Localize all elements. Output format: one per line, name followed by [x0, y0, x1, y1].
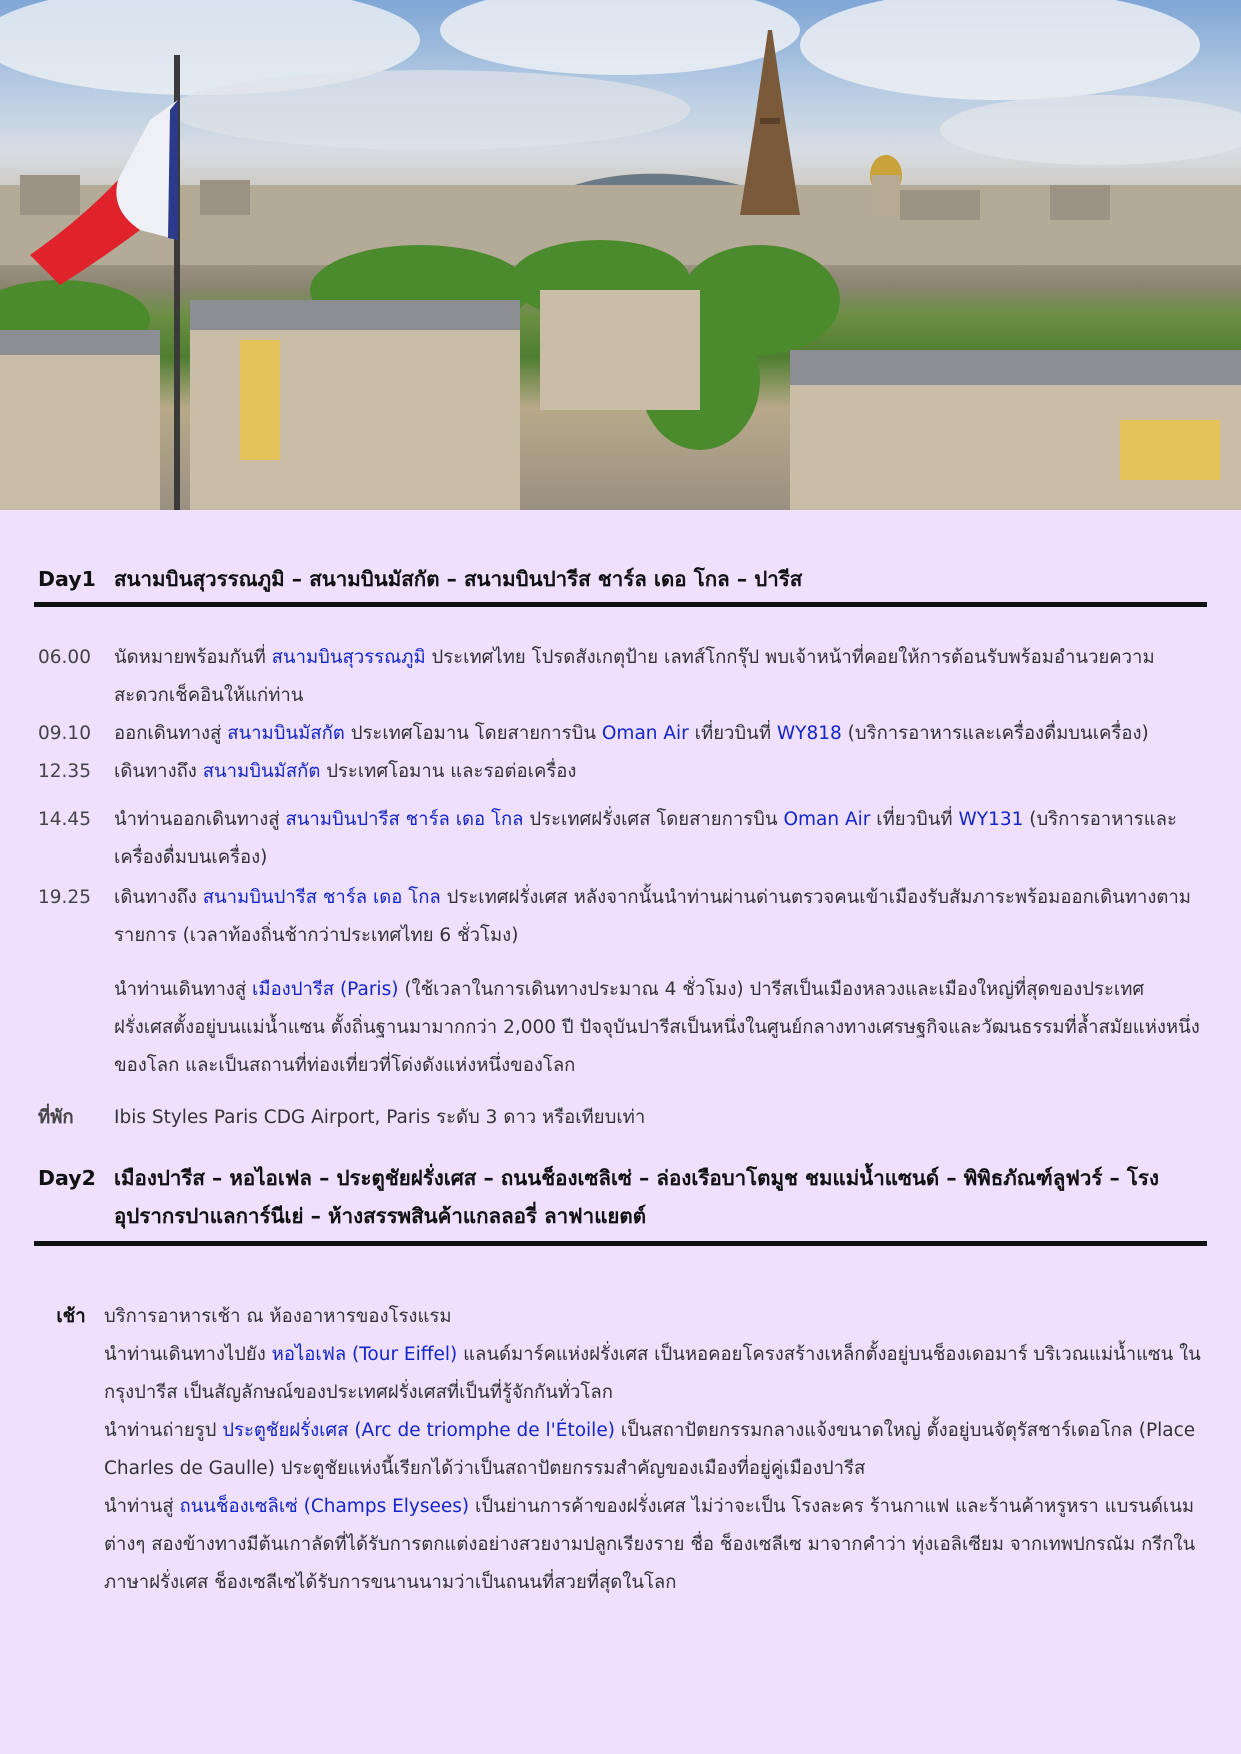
day1-header: [38, 560, 1203, 598]
item-text: เดินทางถึง สนามบินมัสกัต ประเทศโอมาน และรอต่อเครื่อง: [114, 761, 577, 782]
hotel-name: Ibis Styles Paris CDG Airport, Paris ระดับ 3 ดาว หรือเทียบเท่า: [114, 1107, 646, 1128]
day1-label: Day1: [38, 567, 96, 591]
hotel-label: ที่พัก: [38, 1107, 74, 1128]
day2-morning: [38, 1298, 1203, 1336]
item-text: นัดหมายพร้อมกันที่ สนามบินสุวรรณภูมิ ประเทศไทย โปรดสังเกตุป้าย เลทส์โกกรุ๊ป พบเจ้าหน้าที่คอยให้การต้อนรับพร้อมอำนวยความสะดวกเช็คอินให้แก่ท่าน: [114, 647, 1155, 706]
item-text: เดินทางถึง สนามบินปารีส ชาร์ล เดอ โกล ประเทศฝรั่งเศส หลังจากนั้นนำท่านผ่านด่านตรวจคนเข้าเมืองรับสัมภาระพร้อมออกเดินทางตามรายการ (เวลาท้องถิ่นช้ากว่าประเทศไทย 6 ชั่วโมง): [114, 887, 1191, 946]
time-label: 06.00: [38, 647, 91, 668]
day2-header: [38, 1159, 1203, 1235]
day1-item-1925: [38, 879, 1203, 955]
morning-label: เช้า: [56, 1306, 86, 1327]
day2-eiffel: [38, 1336, 1203, 1412]
paris-skyline-illustration: [0, 0, 1241, 510]
item-text: นำท่านถ่ายรูป ประตูชัยฝรั่งเศส (Arc de triomphe de l'Étoile) เป็นสถาปัตยกรรมกลางแจ้งขนาดใหญ่ ตั้งอยู่บนจัตุรัสชาร์เดอโกล (Place Charles de Gaulle) ประตูชัยแห่งนี้เรียกได้ว่าเป็นสถาปัตยกรรมสำคัญของเมืองที่อยู่คู่เมืองปารีส: [104, 1420, 1196, 1479]
time-label: 19.25: [38, 887, 91, 908]
day2-title: เมืองปารีส – หอไอเฟล – ประตูชัยฝรั่งเศส – ถนนช็องเซลิเซ่ – ล่องเรือบาโตมูช ชมแม่น้ำแซนด์ – พิพิธภัณฑ์ลูฟวร์ – โรงอุปรากรปาแลการ์นีเย่ – ห้างสรรพสินค้าแกลลอรี่ ลาฟาแยตต์: [114, 1166, 1159, 1228]
hero-image: [0, 0, 1241, 510]
itinerary: [0, 510, 1241, 1602]
day1-item-1445: [38, 801, 1203, 877]
day1-item-1235: [38, 753, 1203, 791]
day1-item-0600: [38, 639, 1203, 715]
day1-hotel: [38, 1099, 1203, 1137]
day1-item-paris: [38, 971, 1203, 1085]
time-label: 14.45: [38, 809, 91, 830]
day2-champs: [38, 1488, 1203, 1602]
time-label: 09.10: [38, 723, 91, 744]
day2-arc: [38, 1412, 1203, 1488]
item-text: ออกเดินทางสู่ สนามบินมัสกัต ประเทศโอมาน โดยสายการบิน Oman Air เที่ยวบินที่ WY818 (บริการอาหารและเครื่องดื่มบนเครื่อง): [114, 723, 1149, 744]
breakfast-text: บริการอาหารเช้า ณ ห้องอาหารของโรงแรม: [104, 1306, 452, 1327]
day2-label: Day2: [38, 1166, 96, 1190]
day1-item-0910: [38, 715, 1203, 753]
day2-divider: [34, 1241, 1207, 1246]
time-label: 12.35: [38, 761, 91, 782]
item-text: นำท่านสู่ ถนนช็องเซลิเซ่ (Champs Elysees) เป็นย่านการค้าของฝรั่งเศส ไม่ว่าจะเป็น โรงละคร ร้านกาแฟ และร้านค้าหรูหรา แบรนด์เนมต่างๆ สองข้างทางมีต้นเกาลัดที่ได้รับการตกแต่งอย่างสวยงามปลูกเรียงราย ชื่อ ช็องเซลีเซ มาจากคำว่า ทุ่งเอลิเซียม จากเทพปกรณัม กรีกในภาษาฝรั่งเศส ช็องเซลีเซได้รับการขนานนามว่าเป็นถนนที่สวยที่สุดในโลก: [104, 1496, 1196, 1593]
item-text: นำท่านเดินทางสู่ เมืองปารีส (Paris) (ใช้เวลาในการเดินทางประมาณ 4 ชั่วโมง) ปารีสเป็นเมืองหลวงและเมืองใหญ่ที่สุดของประเทศฝรั่งเศสตั้งอยู่บนแม่น้ำแซน ตั้งถิ่นฐานมามากกว่า 2,000 ปี ปัจจุบันปารีสเป็นหนึ่งในศูนย์กลางทางเศรษฐกิจและวัฒนธรรมที่ล้ำสมัยแห่งหนึ่งของโลก และเป็นสถานที่ท่องเที่ยวที่โด่งดังแห่งหนึ่งของโลก: [114, 979, 1200, 1076]
highlight-place: สนามบินสุวรรณภูมิ: [271, 647, 426, 668]
item-text: นำท่านเดินทางไปยัง หอไอเฟล (Tour Eiffel) แลนด์มาร์คแห่งฝรั่งเศส เป็นหอคอยโครงสร้างเหล็กตั้งอยู่บนช็องเดอมาร์ บริเวณแม่น้ำแซน ในกรุงปารีส เป็นสัญลักษณ์ของประเทศฝรั่งเศสที่เป็นที่รู้จักกันทั่วโลก: [104, 1344, 1201, 1403]
time-label: [38, 971, 114, 1085]
day1-title: สนามบินสุวรรณภูมิ – สนามบินมัสกัต – สนามบินปารีส ชาร์ล เดอ โกล – ปารีส: [114, 567, 803, 591]
item-text: นำท่านออกเดินทางสู่ สนามบินปารีส ชาร์ล เดอ โกล ประเทศฝรั่งเศส โดยสายการบิน Oman Air เที่ยวบินที่ WY131 (บริการอาหารและเครื่องดื่มบนเครื่อง): [114, 809, 1177, 868]
